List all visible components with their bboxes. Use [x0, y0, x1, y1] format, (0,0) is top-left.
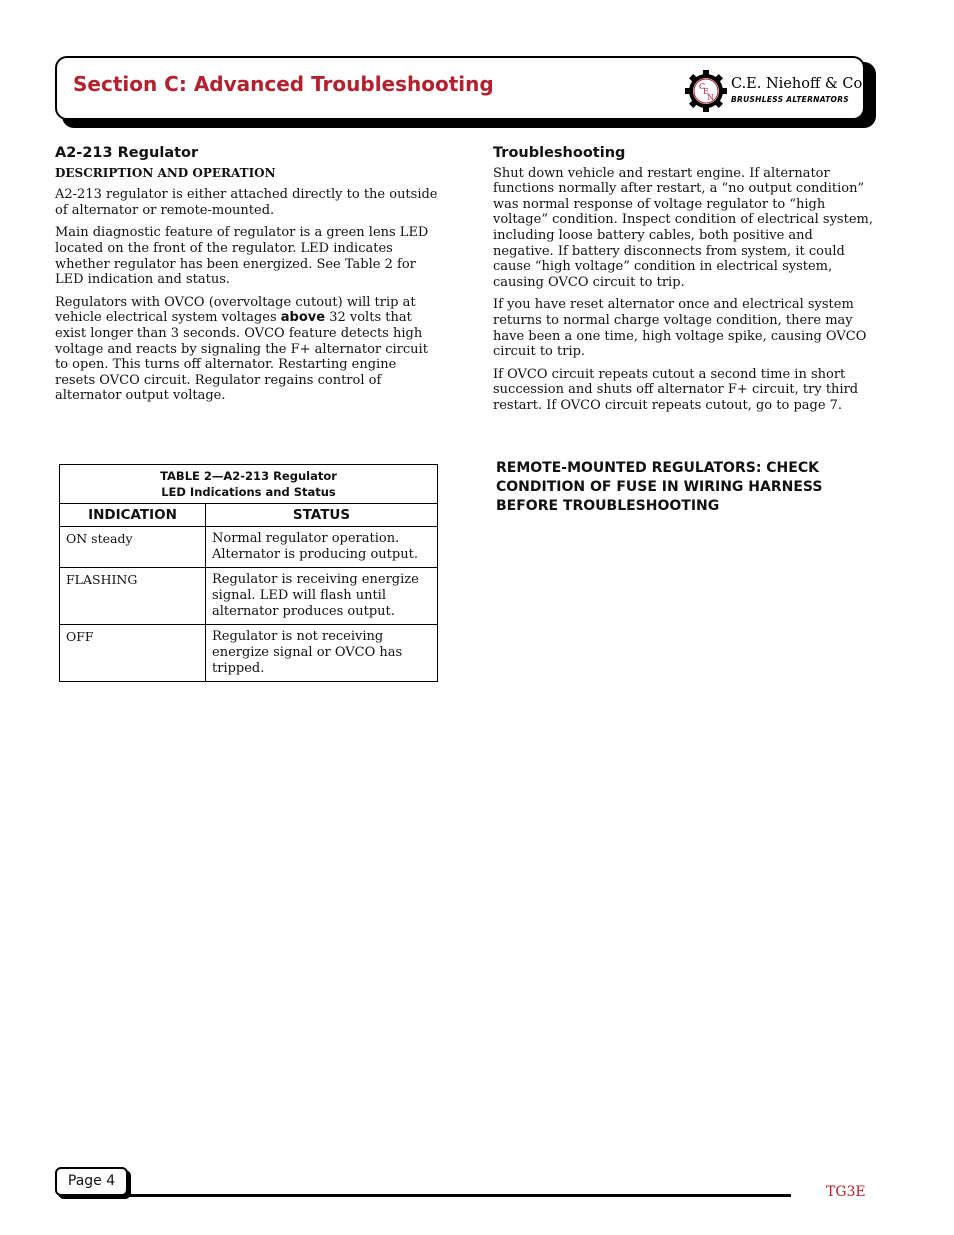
indication-cell: FLASHING — [60, 568, 206, 625]
logo-tagline: BRUSHLESS ALTERNATORS — [731, 95, 849, 104]
description-subheading: DESCRIPTION AND OPERATION — [55, 165, 276, 180]
svg-text:E: E — [703, 87, 709, 96]
status-cell: Normal regulator operation. Alternator is producing output. — [206, 527, 438, 568]
gear-emblem-icon — [685, 70, 727, 112]
company-logo — [685, 70, 865, 110]
table-row — [60, 527, 438, 568]
left-paragraph-3 — [55, 295, 438, 404]
left-column — [55, 146, 438, 411]
indication-cell: OFF — [60, 625, 206, 682]
table-row — [60, 625, 438, 682]
document-code: TG3E — [826, 1184, 866, 1200]
svg-text:C: C — [699, 82, 706, 91]
right-paragraph-3: If OVCO circuit repeats cutout a second time in short succession and shuts off alternator F+ circuit, try third restart. If OVCO circuit repeats cutout, go to page 7. — [493, 366, 859, 413]
table-row — [60, 568, 438, 625]
status-cell: Regulator is receiving energize signal. LED will flash until alternator produces output. — [206, 568, 438, 625]
page-number: Page 4 — [55, 1167, 128, 1196]
left-paragraph-2: Main diagnostic feature of regulator is a green lens LED located on the front of the regulator. LED indicates whether regulator has been energized. See Table 2 for LED indication and status. — [55, 225, 429, 288]
table-caption-line2: LED Indications and Status — [161, 485, 336, 499]
header-banner — [55, 56, 865, 120]
ovco-text-end: 32 volts that exist longer than 3 seconds. OVCO feature detects high voltage and reacts by signaling the F+ alternator circuit to open. This turns off alternator. Restarting engine resets OVCO circuit. Regulator regains control of alternator output voltage. — [55, 310, 428, 404]
column-header-status: STATUS — [206, 504, 438, 527]
section-title: Section C: Advanced Troubleshooting — [73, 72, 494, 96]
left-paragraph-1: A2-213 regulator is either attached directly to the outside of alternator or remote-mounted. — [55, 187, 438, 218]
ovco-emphasis: above — [280, 310, 326, 326]
led-status-table — [59, 464, 438, 682]
table-caption — [60, 465, 438, 504]
svg-text:N: N — [707, 93, 714, 102]
remote-regulator-notice: REMOTE-MOUNTED REGULATORS: CHECK CONDITION OF FUSE IN WIRING HARNESS BEFORE TROUBLESHOOTING — [496, 460, 823, 514]
footer-rule — [128, 1194, 791, 1197]
indication-cell: ON steady — [60, 527, 206, 568]
right-column — [493, 146, 875, 421]
logo-company-name: C.E. Niehoff & Co. — [731, 76, 867, 92]
right-paragraph-2: If you have reset alternator once and electrical system returns to normal charge voltage condition, there may have been a one time, high voltage spike, causing OVCO circuit to trip. — [493, 297, 867, 360]
status-cell: Regulator is not receiving energize signal or OVCO has tripped. — [206, 625, 438, 682]
regulator-heading: A2-213 Regulator — [55, 145, 199, 161]
troubleshooting-heading: Troubleshooting — [493, 145, 626, 161]
table-caption-line1: TABLE 2—A2-213 Regulator — [160, 469, 337, 483]
ovco-text-start: Regulators with OVCO (overvoltage cutout) will trip at vehicle electrical system voltages — [55, 294, 416, 326]
right-paragraph-1: Shut down vehicle and restart engine. If alternator functions normally after restart, a “no output condition” was normal response of voltage regulator to “high voltage” condition. Inspect condition of electrical system, including loose battery cables, both positive and negative. If battery disconnects from system, it could cause “high voltage” condition in electrical system, causing OVCO circuit to trip. — [493, 165, 873, 290]
column-header-indication: INDICATION — [60, 504, 206, 527]
